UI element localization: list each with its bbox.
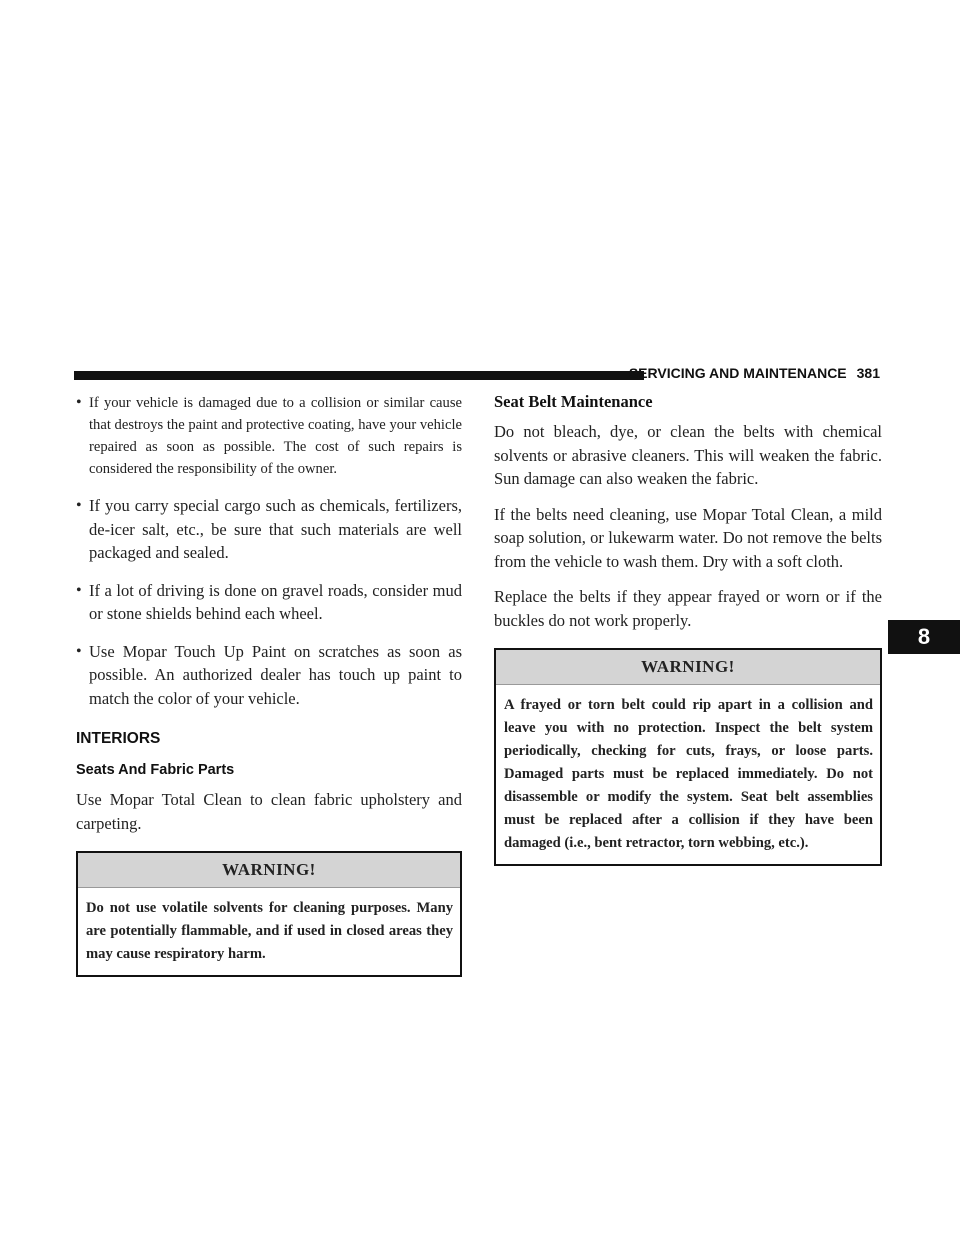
header-rule <box>74 371 644 380</box>
list-item-text: Use Mopar Touch Up Paint on scratches as soon as possible. An authorized dealer has touch up paint to match the color of your vehicle. <box>89 641 462 708</box>
warning-box-belts <box>494 648 882 866</box>
interiors-heading: INTERIORS <box>76 730 161 747</box>
list-item <box>76 494 462 565</box>
bullet-icon: • <box>76 642 82 660</box>
paragraph: If the belts need cleaning, use Mopar Total Clean, a mild soap solution, or lukewarm water. Do not remove the belts from the vehicle to wash them. Dry with a soft cloth. <box>494 504 882 571</box>
bullet-icon: • <box>76 581 82 599</box>
seats-heading: Seats And Fabric Parts <box>76 762 235 778</box>
seats-text: Use Mopar Total Clean to clean fabric upholstery and carpeting. <box>76 790 462 833</box>
list-item <box>76 579 462 626</box>
right-column <box>494 392 882 866</box>
list-item-text: If you carry special cargo such as chemicals, fertilizers, de-icer salt, etc., be sure that such materials are well packaged and sealed. <box>89 496 462 562</box>
seat-belt-heading: Seat Belt Maintenance <box>494 392 653 411</box>
list-item <box>76 392 462 480</box>
list-item-text: If a lot of driving is done on gravel roads, consider mud or stone shields behind each wheel. <box>89 580 462 623</box>
page-header <box>629 365 880 381</box>
chapter-tab[interactable]: 8 <box>888 620 960 654</box>
bullet-icon: • <box>76 394 82 411</box>
section-title: SERVICING AND MAINTENANCE <box>628 365 847 381</box>
list-item-text: If your vehicle is damaged due to a collision or similar cause that destroys the paint and protective coating, have your vehicle repaired as soon as possible. The cost of such repairs is considered the responsibility of the owner. <box>89 395 462 477</box>
left-column <box>76 392 462 977</box>
warning-text: Do not use volatile solvents for cleaning purposes. Many are potentially flammable, and if used in closed areas they may cause respiratory harm. <box>86 900 453 962</box>
warning-box-solvents <box>76 851 462 977</box>
warning-title: WARNING! <box>496 650 880 685</box>
paragraph: Replace the belts if they appear frayed or worn or if the buckles do not work properly. <box>494 587 882 630</box>
warning-text: A frayed or torn belt could rip apart in a collision and leave you with no protection. Inspect the belt system periodically, checking for cuts, frays, or loose parts. Damaged parts must be replaced immediately. Do not disassemble or modify the system. Seat belt assemblies must be replaced after a collision if they have been damaged (i.e., bent retractor, torn webbing, etc.). <box>504 697 873 851</box>
paragraph: Do not bleach, dye, or clean the belts with chemical solvents or abrasive cleaners. This will weaken the fabric. Sun damage can also weaken the fabric. <box>494 422 882 488</box>
warning-title: WARNING! <box>78 853 460 888</box>
bullet-list <box>76 392 462 710</box>
bullet-icon: • <box>76 497 82 514</box>
page-number: 381 <box>856 365 880 381</box>
list-item <box>76 640 462 711</box>
